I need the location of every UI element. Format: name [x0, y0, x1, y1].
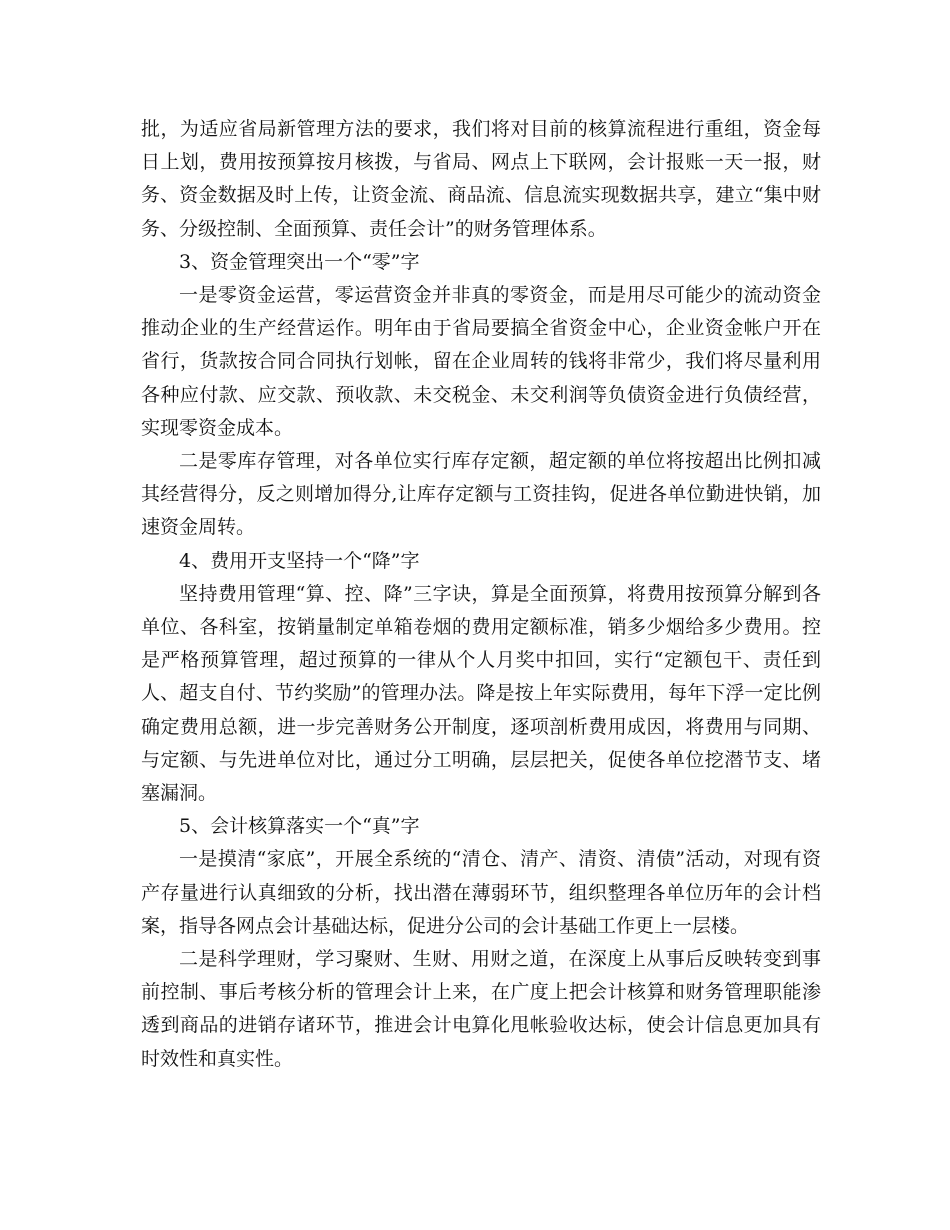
- paragraph-continuation: 批，为适应省局新管理方法的要求，我们将对目前的核算流程进行重组，资金每日上划，费用按预算按月核拨，与省局、网点上下联网，会计报账一天一报，财务、资金数据及时上传，让资金流、商品流、信息流实现数据共享，建立“集中财务、分级控制、全面预算、责任会计”的财务管理体系。: [141, 118, 821, 240]
- section-heading-3: 3、资金管理突出一个“零”字: [179, 250, 420, 273]
- paragraph-cost-control: 坚持费用管理“算、控、降”三字诀，算是全面预算，将费用按预算分解到各单位、各科室，按销量制定单箱卷烟的费用定额标准，销多少烟给多少费用。控是严格预算管理，超过预算的一律从个人月奖中扣回，实行“定额包干、责任到人、超支自付、节约奖励”的管理办法。降是按上年实际费用，每年下浮一定比例确定费用总额，进一步完善财务公开制度，逐项剖析费用成因，将费用与同期、与定额、与先进单位对比，通过分工明确，层层把关，促使各单位挖潜节支、堵塞漏洞。: [141, 582, 821, 805]
- paragraph-scientific-finance: 二是科学理财，学习聚财、生财、用财之道，在深度上从事后反映转变到事前控制、事后考核分析的管理会计上来，在广度上把会计核算和财务管理职能渗透到商品的进销存诸环节，推进会计电算化甩帐验收达标，使会计信息更加具有时效性和真实性。: [141, 948, 821, 1070]
- section-heading-4: 4、费用开支坚持一个“降”字: [179, 549, 420, 572]
- document-page: [141, 113, 821, 1076]
- paragraph-zero-capital: 一是零资金运营，零运营资金并非真的零资金，而是用尽可能少的流动资金推动企业的生产经营运作。明年由于省局要搞全省资金中心，企业资金帐户开在省行，货款按合同合同执行划帐，留在企业周转的钱将非常少，我们将尽量利用各种应付款、应交款、预收款、未交税金、未交利润等负债资金进行负债经营，实现零资金成本。: [141, 284, 821, 439]
- paragraph-asset-check: 一是摸清“家底”，开展全系统的“清仓、清产、清资、清债”活动，对现有资产存量进行认真细致的分析，找出潜在薄弱环节，组织整理各单位历年的会计档案，指导各网点会计基础达标，促进分公司的会计基础工作更上一层楼。: [141, 848, 821, 937]
- section-heading-5: 5、会计核算落实一个“真”字: [179, 815, 420, 838]
- paragraph-zero-inventory: 二是零库存管理，对各单位实行库存定额，超定额的单位将按超出比例扣减其经营得分，反之则增加得分,让库存定额与工资挂钩，促进各单位勤进快销，加速资金周转。: [141, 450, 821, 539]
